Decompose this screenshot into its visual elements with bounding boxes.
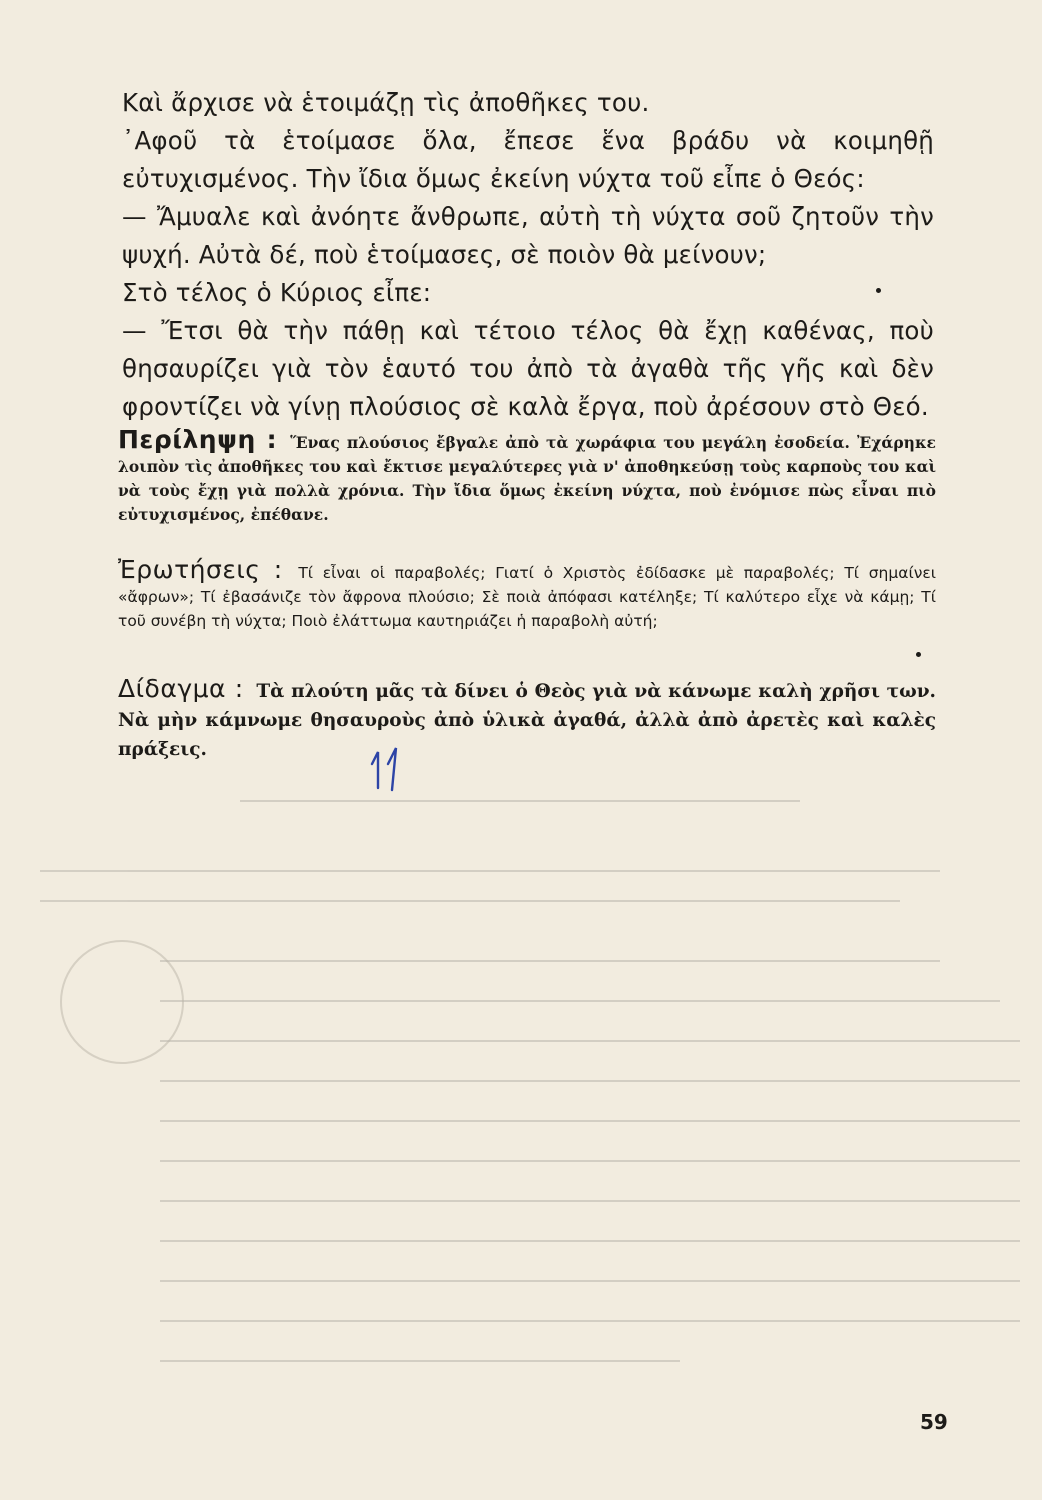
page-number: 59 xyxy=(920,1410,948,1434)
ink-speck xyxy=(876,288,881,293)
handwritten-mark-icon xyxy=(366,742,406,792)
story-paragraph: — Ἄμυαλε καὶ ἀνόητε ἄνθρωπε, αὐτὴ τὴ νύχτα σοῦ ζητοῦν τὴν ψυχή. Αὐτὰ δέ, ποὺ ἑτοίμασες, σὲ ποιὸν θὰ μείνουν; xyxy=(122,202,934,269)
story-paragraph: — Ἔτσι θὰ τὴν πάθῃ καὶ τέτοιο τέλος θὰ ἔχῃ καθένας, ποὺ θησαυρίζει γιὰ τὸν ἑαυτό του ἀπὸ τὰ ἀγαθὰ τῆς γῆς καὶ δὲν φροντίζει νὰ γίνῃ πλούσιος σὲ καλὰ ἔργα, ποὺ ἀρέσουν στὸ Θεό. xyxy=(122,316,934,421)
summary-heading: Περίληψη : xyxy=(118,425,278,454)
story-paragraph: Καὶ ἄρχισε νὰ ἑτοιμάζῃ τὶς ἀποθῆκες του. xyxy=(122,88,650,117)
summary-text: Ἕνας πλούσιος ἔβγαλε ἀπὸ τὰ χωράφια του μεγάλη ἐσοδεία. Ἐχάρηκε λοιπὸν τὶς ἀποθῆκες του καὶ ἔκτισε μεγαλύτερες γιὰ ν' ἀποθηκεύσῃ τοὺς καρποὺς του καὶ νὰ τοὺς ἔχῃ γιὰ πολλὰ χρόνια. Τὴν ἴδια ὅμως ἐκείνη νύχτα, ποὺ ἐνόμισε πὼς εἶναι πιὸ εὐτυχισμένος, ἐπέθανε. xyxy=(118,433,936,524)
lesson-text: Τὰ πλούτη μᾶς τὰ δίνει ὁ Θεὸς γιὰ νὰ κάνωμε καλὴ χρῆσι των. Νὰ μὴν κάμνωμε θησαυροὺς ἀπὸ ὑλικὰ ἀγαθά, ἀλλὰ ἀπὸ ἀρετὲς καὶ καλὲς πράξεις. xyxy=(118,681,936,760)
faint-circle-mark xyxy=(60,940,184,1064)
story-paragraph: ᾽Αφοῦ τὰ ἑτοίμασε ὅλα, ἔπεσε ἕνα βράδυ νὰ κοιμηθῇ εὐτυχισμένος. Τὴν ἴδια ὅμως ἐκείνη νύχτα τοῦ εἶπε ὁ Θεός: xyxy=(122,126,934,193)
questions-text: Τί εἶναι οἱ παραβολές; Γιατί ὁ Χριστὸς ἐδίδασκε μὲ παραβολές; Τί σημαίνει «ἄφρων»; Τί ἐβασάνιζε τὸν ἄφρονα πλούσιο; Σὲ ποιὰ ἀπόφασι κατέληξε; Τί καλύτερο εἶχε νὰ κάμῃ; Τί τοῦ συνέβη τὴ νύχτα; Ποιὸ ἐλάττωμα καυτηριάζει ἡ παραβολὴ αὐτή; xyxy=(118,564,936,630)
summary-section xyxy=(118,425,936,527)
lesson-section xyxy=(118,674,936,764)
bleed-through-text xyxy=(40,760,1020,1380)
story-paragraph: Στὸ τέλος ὁ Κύριος εἶπε: xyxy=(122,278,432,307)
lesson-heading: Δίδαγμα : xyxy=(118,674,244,703)
ink-speck xyxy=(916,652,921,657)
questions-section xyxy=(118,555,936,633)
story-text xyxy=(122,84,934,426)
questions-heading: Ἐρωτήσεις : xyxy=(118,555,283,584)
